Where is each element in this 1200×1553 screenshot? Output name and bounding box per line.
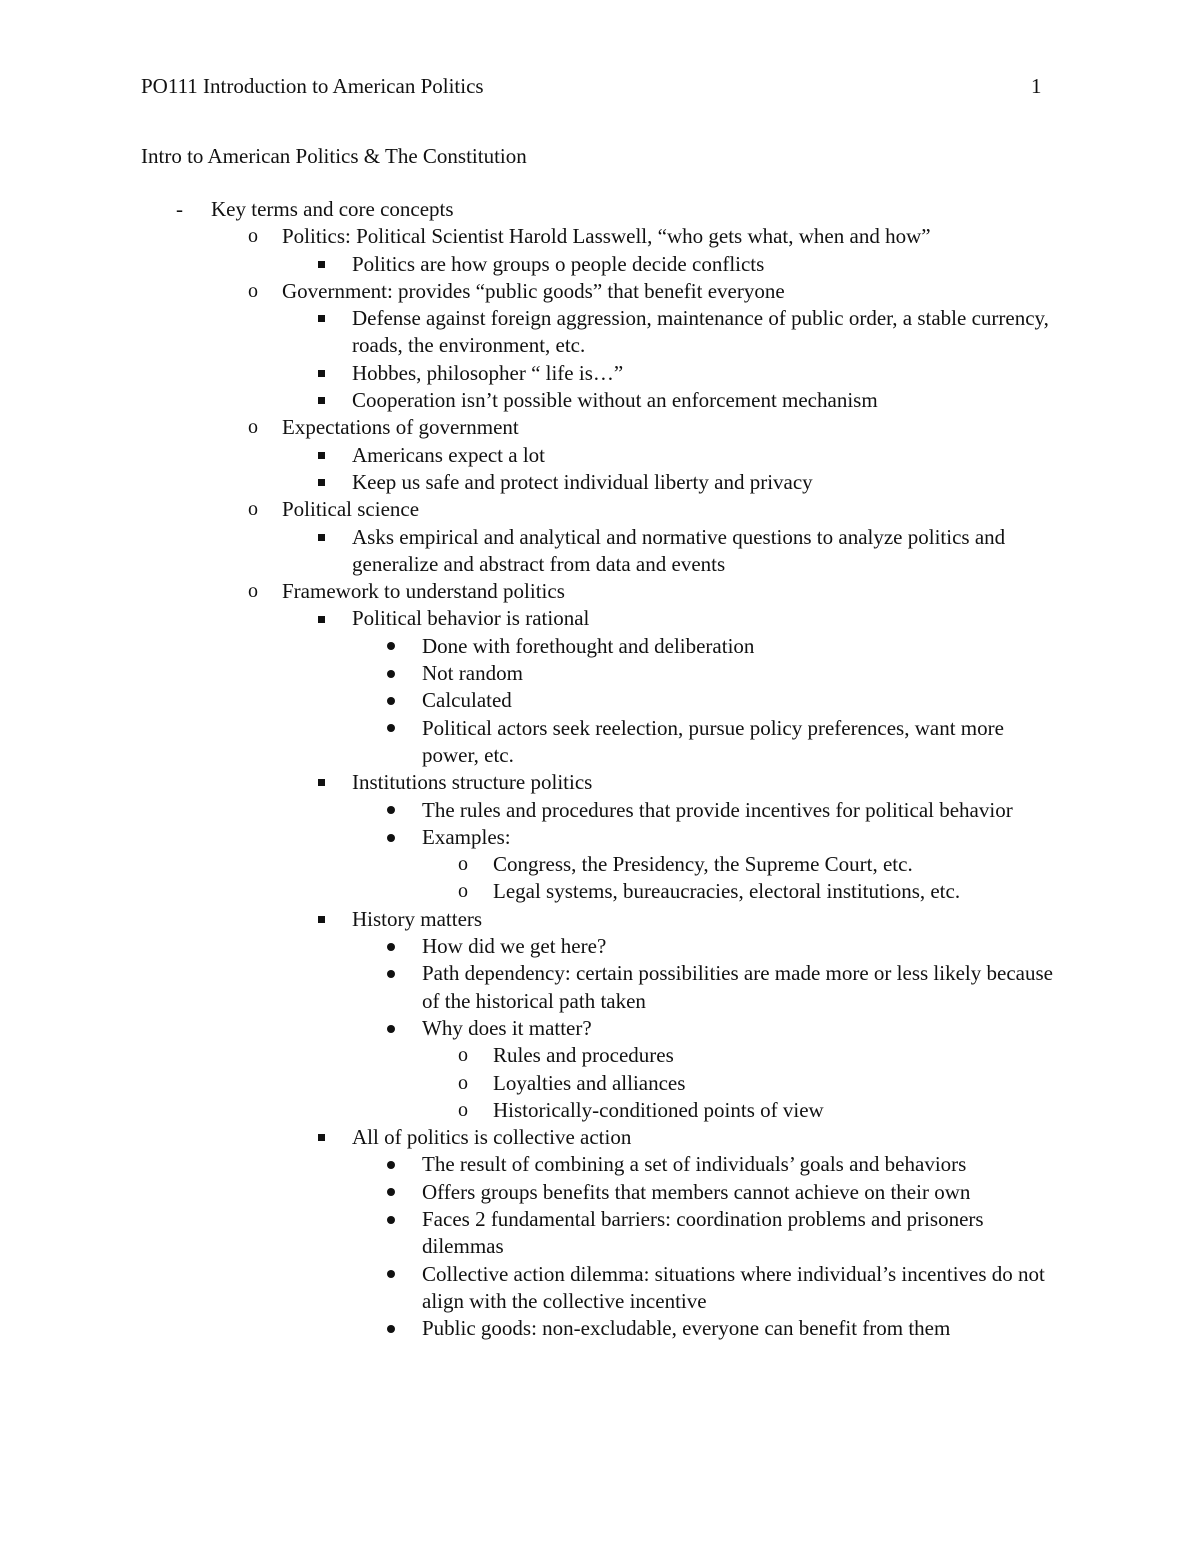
circle-bullet-icon: o	[458, 880, 468, 903]
outline-item-level-3	[0, 1206, 1062, 1261]
outline-item-text: Not random	[422, 661, 523, 686]
outline-item-text: Government: provides “public goods” that benefit everyone	[282, 278, 785, 303]
outline-item-level-1	[0, 223, 1200, 250]
outline-item-text: Keep us safe and protect individual liberty and privacy	[352, 469, 813, 494]
outline-item-level-3	[0, 715, 1062, 770]
outline-item-text: History matters	[352, 906, 483, 931]
outline-item-level-2	[0, 442, 1052, 469]
round-bullet-icon	[387, 1015, 395, 1042]
round-bullet-icon	[387, 960, 395, 987]
outline-item-text: Hobbes, philosopher “ life is…”	[352, 360, 624, 385]
outline-item-text: Expectations of government	[282, 415, 519, 440]
circle-bullet-icon: o	[458, 853, 468, 876]
outline-item-level-3	[0, 933, 1062, 960]
outline-item-text: The result of combining a set of individuals’ goals and behaviors	[422, 1152, 967, 1177]
outline-item-text: Cooperation isn’t possible without an enforcement mechanism	[352, 388, 878, 413]
outline-item-text: Faces 2 fundamental barriers: coordination problems and prisoners dilemmas	[422, 1206, 984, 1259]
square-bullet-icon	[318, 360, 325, 387]
outline-item-level-4	[0, 1070, 1200, 1097]
outline-item-text: Historically-conditioned points of view	[493, 1097, 824, 1122]
square-bullet-icon	[318, 524, 325, 551]
circle-bullet-icon: o	[248, 416, 258, 439]
outline-item-text: Loyalties and alliances	[493, 1070, 686, 1095]
square-bullet-icon	[318, 769, 325, 796]
outline-item-level-3	[0, 1261, 1062, 1316]
outline-item-text: Politics: Political Scientist Harold Lasswell, “who gets what, when and how”	[282, 224, 931, 249]
square-bullet-icon	[318, 305, 325, 332]
outline-item-text: Done with forethought and deliberation	[422, 633, 755, 658]
outline-item-level-2	[0, 1124, 1052, 1151]
circle-bullet-icon: o	[458, 1044, 468, 1067]
outline-item-level-3	[0, 1015, 1062, 1042]
outline-item-text: The rules and procedures that provide incentives for political behavior	[422, 797, 1013, 822]
square-bullet-icon	[318, 442, 325, 469]
square-bullet-icon	[318, 605, 325, 632]
outline-item-text: Politics are how groups o people decide conflicts	[352, 251, 765, 276]
outline-item-level-2	[0, 769, 1052, 796]
square-bullet-icon	[318, 1124, 325, 1151]
outline-item-level-3	[0, 1315, 1062, 1342]
outline-item-text: Institutions structure politics	[352, 770, 593, 795]
circle-bullet-icon: o	[248, 580, 258, 603]
round-bullet-icon	[387, 824, 395, 851]
outline-item-text: Legal systems, bureaucracies, electoral institutions, etc.	[493, 879, 961, 904]
outline-item-text: Americans expect a lot	[352, 442, 545, 467]
notes-outline	[0, 196, 1200, 1342]
circle-bullet-icon: o	[248, 498, 258, 521]
outline-item-level-4	[0, 1097, 1200, 1124]
outline-item-level-1	[0, 414, 1200, 441]
round-bullet-icon	[387, 1151, 395, 1178]
square-bullet-icon	[318, 906, 325, 933]
outline-item-text: Rules and procedures	[493, 1043, 674, 1068]
outline-item-level-3	[0, 1179, 1062, 1206]
round-bullet-icon	[387, 1179, 395, 1206]
outline-item-level-3	[0, 824, 1062, 851]
square-bullet-icon	[318, 387, 325, 414]
round-bullet-icon	[387, 797, 395, 824]
round-bullet-icon	[387, 1261, 395, 1288]
circle-bullet-icon: o	[248, 225, 258, 248]
dash-bullet-icon: -	[176, 197, 183, 221]
outline-item-level-4	[0, 878, 1200, 905]
outline-item-text: Offers groups benefits that members cannot achieve on their own	[422, 1179, 971, 1204]
round-bullet-icon	[387, 1206, 395, 1233]
square-bullet-icon	[318, 251, 325, 278]
outline-item-level-4	[0, 1042, 1200, 1069]
outline-item-level-3	[0, 1151, 1062, 1178]
round-bullet-icon	[387, 633, 395, 660]
document-title: Intro to American Politics & The Constitution	[141, 144, 527, 168]
outline-item-text: Calculated	[422, 688, 512, 713]
outline-item-text: Collective action dilemma: situations where individual’s incentives do not align with the collective incentive	[422, 1261, 1045, 1313]
outline-item-text: Asks empirical and analytical and normative questions to analyze politics and generalize and abstract from data and events	[352, 524, 1006, 576]
outline-item-text: Political science	[282, 497, 420, 522]
outline-item-level-4	[0, 851, 1200, 878]
outline-item-level-2	[0, 469, 1052, 496]
outline-item-text: Path dependency: certain possibilities are made more or less likely because of the historical path taken	[422, 961, 1053, 1013]
outline-item-text: Congress, the Presidency, the Supreme Court, etc.	[493, 852, 913, 877]
outline-item-level-2	[0, 605, 1052, 632]
outline-item-level-2	[0, 305, 1052, 360]
outline-item-level-2	[0, 387, 1052, 414]
round-bullet-icon	[387, 1315, 395, 1342]
outline-item-text: Key terms and core concepts	[211, 197, 454, 221]
round-bullet-icon	[387, 715, 395, 742]
outline-item-level-1	[0, 578, 1200, 605]
outline-item-text: All of politics is collective action	[352, 1125, 632, 1150]
square-bullet-icon	[318, 469, 325, 496]
outline-item-level-2	[0, 906, 1052, 933]
circle-bullet-icon: o	[248, 279, 258, 302]
round-bullet-icon	[387, 687, 395, 714]
outline-item-level-2	[0, 251, 1052, 278]
outline-item-level-0	[0, 196, 1200, 223]
outline-item-level-1	[0, 278, 1200, 305]
outline-item-level-3	[0, 797, 1062, 824]
circle-bullet-icon: o	[458, 1098, 468, 1121]
outline-item-text: Examples:	[422, 824, 511, 849]
outline-item-level-3	[0, 960, 1062, 1015]
round-bullet-icon	[387, 660, 395, 687]
round-bullet-icon	[387, 933, 395, 960]
outline-item-level-3	[0, 633, 1062, 660]
outline-item-level-2	[0, 524, 1052, 579]
outline-item-level-1	[0, 496, 1200, 523]
page-number: 1	[1031, 74, 1042, 98]
outline-item-level-3	[0, 687, 1062, 714]
outline-item-text: Political behavior is rational	[352, 606, 590, 631]
outline-item-level-3	[0, 660, 1062, 687]
outline-item-level-2	[0, 360, 1052, 387]
header-course-title: PO111 Introduction to American Politics	[141, 74, 484, 98]
outline-item-text: Framework to understand politics	[282, 579, 565, 604]
outline-item-text: Defense against foreign aggression, maintenance of public order, a stable currency, roads, the environment, etc.	[352, 306, 1049, 358]
outline-item-text: Public goods: non-excludable, everyone can benefit from them	[422, 1316, 951, 1341]
outline-item-text: Why does it matter?	[422, 1015, 592, 1040]
outline-item-text: How did we get here?	[422, 934, 607, 959]
circle-bullet-icon: o	[458, 1071, 468, 1094]
outline-item-text: Political actors seek reelection, pursue policy preferences, want more power, etc.	[422, 715, 1004, 767]
